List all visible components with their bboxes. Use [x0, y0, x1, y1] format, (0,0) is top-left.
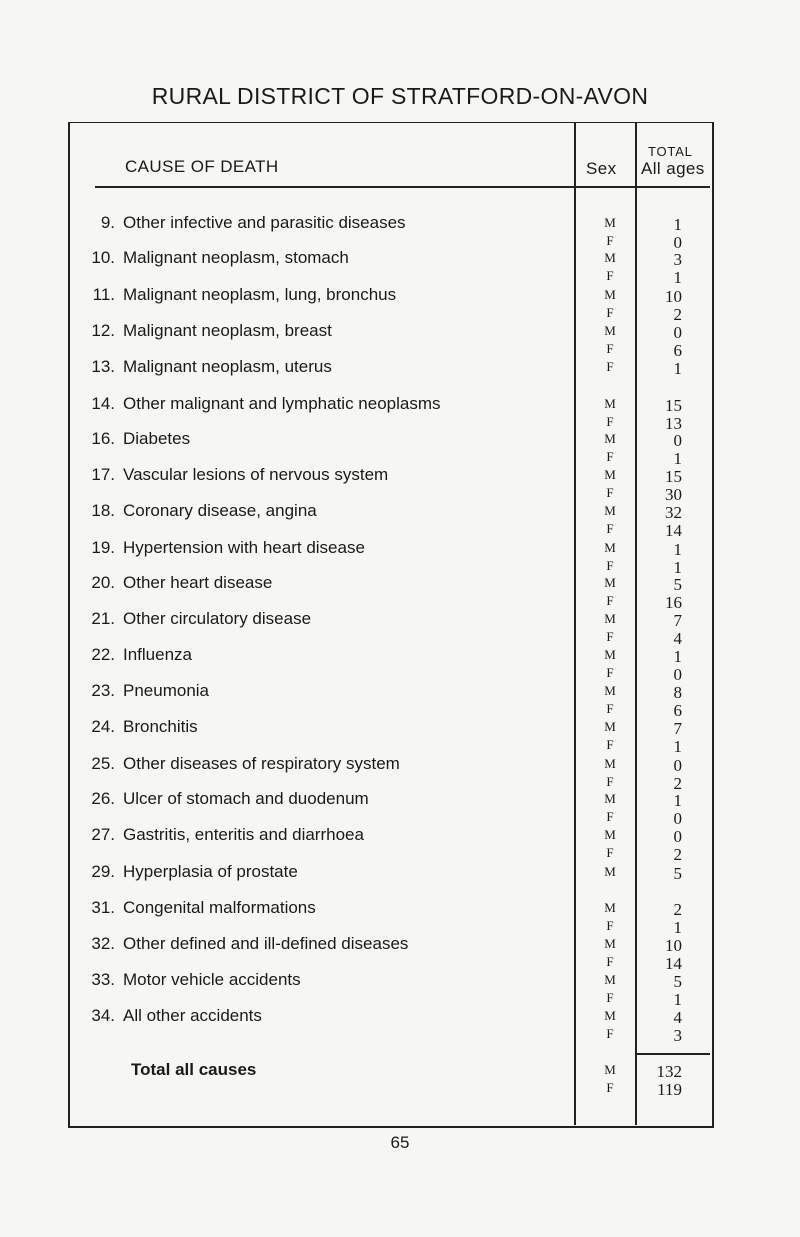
sex-cell: F [606, 990, 614, 1005]
total-cell: 1 [673, 268, 682, 287]
row-number: 27. [91, 825, 115, 844]
table-row [0, 862, 800, 902]
sex-cell: F [606, 305, 614, 320]
cause-label: Malignant neoplasm, uterus [123, 357, 332, 376]
sex-cell: F [606, 954, 614, 969]
total-cell: 6 [673, 701, 682, 720]
total-cell: 15 [665, 467, 682, 486]
table-row [0, 248, 800, 288]
total-cell: 8 [673, 683, 682, 702]
cause-label: Congenital malformations [123, 898, 316, 917]
total-cell: 1 [673, 737, 682, 756]
row-number: 22. [91, 645, 115, 664]
total-cell: 5 [673, 575, 682, 594]
sex-cell: F [606, 449, 614, 464]
sex-cell: M [604, 1008, 616, 1023]
row-number: 31. [91, 898, 115, 917]
row-number: 9. [100, 213, 115, 232]
table-row [0, 681, 800, 721]
sex-cell: M [604, 827, 616, 842]
sex-cell: F [606, 414, 614, 429]
cause-label: Gastritis, enteritis and diarrhoea [123, 825, 364, 844]
total-cell: 5 [673, 972, 682, 991]
row-number: 17. [91, 465, 115, 484]
sex-cell: F [606, 845, 614, 860]
cause-label: Ulcer of stomach and duodenum [123, 789, 369, 808]
table-row [0, 717, 800, 757]
total-cell: 10 [665, 936, 682, 955]
cause-label: Hyperplasia of prostate [123, 862, 298, 881]
header-cause: CAUSE OF DEATH [125, 157, 279, 176]
total-cell: 1 [673, 558, 682, 577]
row-number: 11. [92, 285, 115, 304]
sex-cell: F [606, 918, 614, 933]
table-row [0, 934, 800, 974]
cause-label: Vascular lesions of nervous system [123, 465, 389, 484]
row-number: 19. [91, 538, 115, 557]
total-cell: 2 [673, 774, 682, 793]
sex-cell: M [604, 540, 616, 555]
cause-label: Bronchitis [123, 717, 198, 736]
table-row [0, 645, 800, 685]
total-cell: 3 [673, 1026, 682, 1045]
header-sex: Sex [586, 159, 617, 178]
total-cell: 1 [673, 540, 682, 559]
total-cell: 2 [673, 305, 682, 324]
table-row [0, 394, 800, 434]
sex-cell: F [606, 1026, 614, 1041]
total-cell: 16 [665, 593, 682, 612]
sex-cell: M [604, 503, 616, 518]
sex-cell: F [606, 665, 614, 680]
sex-cell: F [606, 521, 614, 536]
cause-label: Hypertension with heart disease [123, 538, 365, 557]
total-cell: 0 [673, 827, 682, 846]
total-cell: 2 [673, 845, 682, 864]
total-cell: 14 [665, 954, 682, 973]
table-row [0, 213, 800, 253]
sex-cell: F [606, 558, 614, 573]
total-cell: 13 [665, 414, 682, 433]
table-row [0, 285, 800, 325]
row-number: 25. [91, 754, 115, 773]
sex-cell: F [606, 701, 614, 716]
table-row [0, 898, 800, 938]
sex-cell: M [604, 431, 616, 446]
sex-cell: M [604, 647, 616, 662]
cause-label: Malignant neoplasm, stomach [123, 248, 349, 267]
sex-cell: M [604, 323, 616, 338]
total-cell: 1 [673, 990, 682, 1009]
row-number: 18. [91, 501, 115, 520]
row-number: 12. [91, 321, 115, 340]
total-cell: 32 [665, 503, 682, 522]
sex-cell: M [604, 683, 616, 698]
sex-cell: M [604, 215, 616, 230]
row-number: 10. [91, 248, 115, 267]
page-number: 65 [390, 1133, 410, 1152]
sex-cell: M [604, 575, 616, 590]
row-number: 20. [91, 573, 115, 592]
cause-label: Other malignant and lymphatic neoplasms [123, 394, 441, 413]
cause-label: Other defined and ill-defined diseases [123, 934, 409, 953]
cause-label: Other diseases of respiratory system [123, 754, 400, 773]
cause-label: Other infective and parasitic diseases [123, 213, 406, 232]
total-cell: 1 [673, 359, 682, 378]
row-number: 32. [91, 934, 115, 953]
sex-cell: M [604, 250, 616, 265]
total-sex-f: F [606, 1080, 614, 1095]
header-total: TOTAL [648, 144, 693, 159]
total-cell: 1 [673, 215, 682, 234]
cause-label: Influenza [123, 645, 192, 664]
row-number: 26. [91, 789, 115, 808]
total-rule [635, 1053, 710, 1055]
cause-label: Motor vehicle accidents [123, 970, 301, 989]
cause-label: Coronary disease, angina [123, 501, 317, 520]
table-row [0, 573, 800, 613]
table-row [0, 538, 800, 578]
row-number: 24. [91, 717, 115, 736]
total-cell: 5 [673, 864, 682, 883]
total-cell: 2 [673, 900, 682, 919]
sex-cell: F [606, 737, 614, 752]
sex-cell: F [606, 359, 614, 374]
total-cell: 1 [673, 918, 682, 937]
total-cell: 4 [673, 1008, 682, 1027]
sex-cell: M [604, 756, 616, 771]
row-number: 29. [91, 862, 115, 881]
row-number: 14. [91, 394, 115, 413]
table-row [0, 789, 800, 829]
total-value-f: 119 [657, 1080, 682, 1099]
total-cell: 0 [673, 431, 682, 450]
cause-label: Malignant neoplasm, lung, bronchus [123, 285, 397, 304]
cause-label: Malignant neoplasm, breast [123, 321, 332, 340]
total-value-m: 132 [656, 1062, 682, 1081]
sex-cell: F [606, 233, 614, 248]
sex-cell: M [604, 791, 616, 806]
total-cell: 14 [665, 521, 682, 540]
sex-cell: F [606, 809, 614, 824]
cause-label: Pneumonia [123, 681, 210, 700]
sex-cell: F [606, 593, 614, 608]
sex-cell: M [604, 972, 616, 987]
row-number: 13. [91, 357, 115, 376]
sex-cell: M [604, 936, 616, 951]
total-cell: 6 [673, 341, 682, 360]
total-cell: 1 [673, 449, 682, 468]
total-sex-m: M [604, 1062, 616, 1077]
cause-label: Other heart disease [123, 573, 273, 592]
table-row [0, 609, 800, 649]
total-cell: 0 [673, 323, 682, 342]
row-number: 21. [91, 609, 115, 628]
table-row [0, 429, 800, 469]
total-row [0, 1060, 800, 1100]
total-cell: 3 [673, 250, 682, 269]
table-row [0, 1006, 800, 1046]
sex-cell: M [604, 396, 616, 411]
total-cell: 0 [673, 809, 682, 828]
header-all-ages: All ages [641, 159, 705, 178]
total-cell: 10 [665, 287, 682, 306]
table-row [0, 321, 800, 361]
total-cell: 0 [673, 756, 682, 775]
total-cell: 7 [673, 719, 682, 738]
sex-cell: F [606, 268, 614, 283]
row-number: 23. [91, 681, 115, 700]
sex-cell: M [604, 287, 616, 302]
sex-cell: F [606, 485, 614, 500]
sex-cell: M [604, 719, 616, 734]
total-cell: 15 [665, 396, 682, 415]
row-number: 33. [91, 970, 115, 989]
sex-cell: M [604, 900, 616, 915]
row-number: 16. [91, 429, 115, 448]
table-row [0, 825, 800, 865]
total-cell: 1 [673, 791, 682, 810]
header-rule [95, 186, 710, 188]
sex-cell: F [606, 341, 614, 356]
table-row [0, 754, 800, 794]
sex-cell: F [606, 629, 614, 644]
total-cell: 0 [673, 665, 682, 684]
row-number: 34. [91, 1006, 115, 1025]
sex-cell: F [606, 774, 614, 789]
cause-label: Diabetes [123, 429, 191, 448]
total-cell: 4 [673, 629, 682, 648]
cause-label: All other accidents [123, 1006, 262, 1025]
total-cell: 1 [673, 647, 682, 666]
total-cell: 7 [673, 611, 682, 630]
table-row [0, 465, 800, 505]
sex-cell: M [604, 611, 616, 626]
page-title: RURAL DISTRICT OF STRATFORD-ON-AVON [151, 83, 649, 109]
table-row [0, 357, 800, 397]
sex-cell: M [604, 467, 616, 482]
sex-cell: M [604, 864, 616, 879]
total-label: Total all causes [131, 1060, 257, 1079]
total-cell: 30 [665, 485, 682, 504]
total-cell: 0 [673, 233, 682, 252]
table-row [0, 970, 800, 1010]
table-row [0, 501, 800, 541]
cause-label: Other circulatory disease [123, 609, 312, 628]
